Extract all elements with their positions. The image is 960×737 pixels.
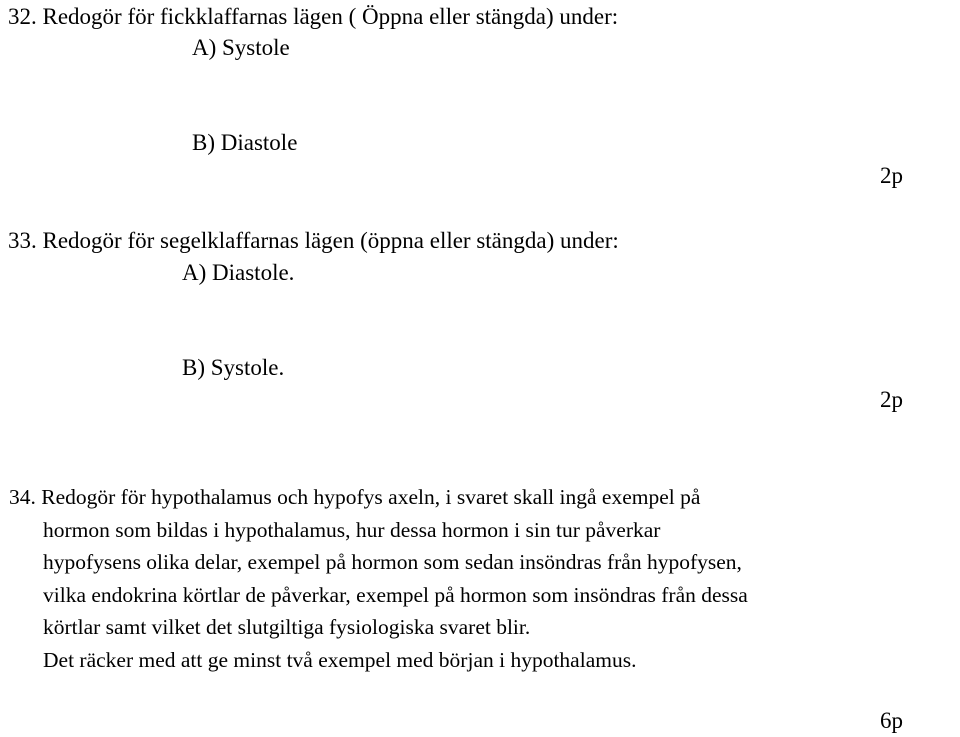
question-33-heading: 33. Redogör för segelklaffarnas lägen (öppna eller stängda) under: (8, 228, 619, 253)
question-32-heading: 32. Redogör för fickklaffarnas lägen ( Öppna eller stängda) under: (8, 4, 619, 29)
question-34-line: vilka endokrina körtlar de påverkar, exempel på hormon som insöndras från dessa (43, 582, 748, 607)
question-34-points: 6p (880, 708, 903, 733)
question-33-option-b: B) Systole. (182, 355, 285, 380)
question-32-option-a: A) Systole (192, 35, 290, 60)
question-32-option-b: B) Diastole (192, 130, 298, 155)
question-33-option-a: A) Diastole. (182, 260, 295, 285)
question-34-line: hypofysens olika delar, exempel på hormon som sedan insöndras från hypofysen, (43, 550, 742, 575)
question-34-text (9, 481, 960, 677)
question-33-points: 2p (880, 387, 903, 412)
question-34-line: hormon som bildas i hypothalamus, hur dessa hormon i sin tur påverkar (43, 517, 661, 542)
question-34-line: körtlar samt vilket det slutgiltiga fysiologiska svaret blir. (43, 615, 531, 640)
question-34-line: 34. Redogör för hypothalamus och hypofys axeln, i svaret skall ingå exempel på (9, 485, 701, 509)
question-34-line: Det räcker med att ge minst två exempel med början i hypothalamus. (43, 647, 637, 672)
question-32-points: 2p (880, 163, 903, 188)
